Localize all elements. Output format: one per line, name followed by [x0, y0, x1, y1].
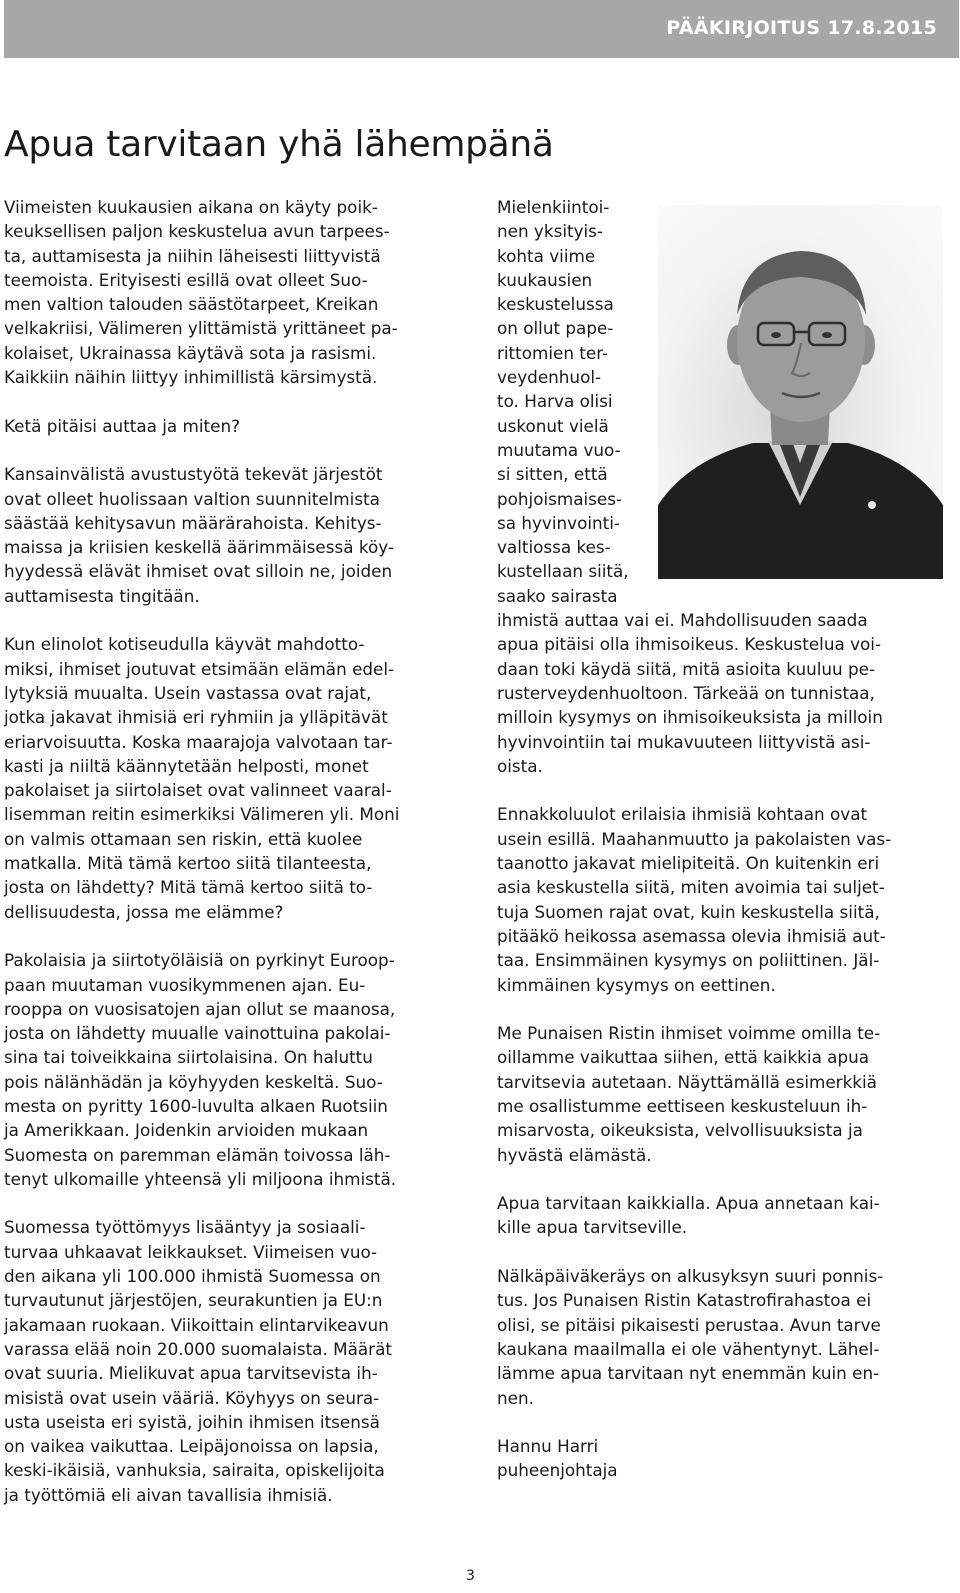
paragraph-paperless-healthcare: Mielenkiintoi- nen yksityis- kohta viime kuukausien keskustelussa on ollut pape- rittomien ter- veydenhuol- to. Harva olisi uskonut vielä muutama vuo- si sitten, että pohjoismaises- sa hyvinvointi- valtiossa kes- kustellaan siitä, saako sairasta ihmistä auttaa vai ei. Mahdollisuuden saada apua pitäisi olla ihmisoikeus. Keskustelua voi- daan toki käydä siitä, mitä asioita kuuluu pe- rusterveydenhuoltoon. Tärkeää on tunnistaa, milloin kysymys on ihmisoikeuksista ja milloin hyvinvointiin tai mukavuuteen liittyvistä asi- oista. [497, 197, 883, 776]
paragraph-hunger-day: Nälkäpäiväkeräys on alkusyksyn suuri ponnis- tus. Jos Punaisen Ristin Katastrofirahastoa ei olisi, se pitäisi pikaisesti perustaa. Avun tarve kaukana maailmalla ei ole vähentynyt. Lähel- lämme apua tarvitaan nyt enemmän kuin en- nen. [497, 1266, 884, 1408]
header-section-date: PÄÄKIRJOITUS 17.8.2015 [666, 17, 937, 39]
page-number: 3 [466, 1568, 475, 1584]
paragraph-unemployment: Suomessa työttömyys lisääntyy ja sosiaali- turvaa uhkaavat leikkaukset. Viimeisen vuo- den aikana yli 100.000 ihmistä Suomessa on turvautunut järjestöjen, seurakuntien ja EU:n jakamaan ruokaan. Viikoittain elintarvikeavun varassa elää noin 20.000 suomalaista. Määrät ovat suuria. Mielikuvat apua tarvitsevista ih- misistä ovat usein vääriä. Köyhyys on seura- usta useista eri syistä, joihin ihmisen itsensä on vaikea vaikuttaa. Leipäjonoissa on lapsia, keski-ikäisiä, vanhuksia, sairaita, opiskelijoita ja työttömiä eli aivan tavallisia ihmisiä. [4, 1217, 392, 1505]
paragraph-development-aid: Kansainvälistä avustustyötä tekevät järjestöt ovat olleet huolissaan valtion suunnitelmista säästää kehitysavun määrärahoista. Kehitys- maissa ja kriisien keskellä äärimmäisessä köy- hyydessä elävät ihmiset ovat silloin ne, joiden auttamisesta tingitään. [4, 464, 394, 606]
paragraph-living-conditions: Kun elinolot kotiseudulla käyvät mahdotto- miksi, ihmiset joutuvat etsimään elämän edel- lytyksiä muualta. Usein vastassa ovat rajat, jotka jakavat ihmisiä eri ryhmiin ja ylläpitävät eriarvoisuutta. Koska maarajoja valvotaan tar- kasti ja niiltä käännytetään helposti, monet pakolaiset ja siirtolaiset ovat valinneet vaaral- lisemman reitin esimerkiksi Välimeren yli. Moni on valmis ottamaan sen riskin, että kuolee matkalla. Mitä tämä kertoo siitä tilanteesta, josta on lähdetty? Mitä tämä kertoo siitä to- dellisuudesta, jossa me elämme? [4, 634, 400, 922]
paragraph-help-everywhere: Apua tarvitaan kaikkialla. Apua annetaan kai- kille apua tarvitseville. [497, 1193, 880, 1238]
paragraph-prejudice: Ennakkoluulot erilaisia ihmisiä kohtaan ovat usein esillä. Maahanmuutto ja pakolaisten vas- taanotto jakavat mielipiteitä. On kuitenkin eri asia keskustella siitä, miten avoimia tai suljet- tuja Suomen rajat ovat, kuin keskustella siitä, pitääkö heikossa asemassa olevia ihmisiä aut- taa. Ensimmäinen kysymys on poliittinen. Jäl- kimmäinen kysymys on eettinen. [497, 804, 892, 995]
paragraph-intro: Viimeisten kuukausien aikana on käyty poik- keuksellisen paljon keskustelua avun tarpees- ta, auttamisesta ja niihin läheisesti liittyvistä teemoista. Erityisesti esillä ovat olleet Suo- men valtion talouden säästötarpeet, Kreikan velkakriisi, Välimeren ylittämistä yrittäneet pa- kolaiset, Ukrainassa käytävä sota ja rasismi. Kaikkiin näihin liittyy inhimillistä kärsimystä. [4, 197, 398, 388]
article-title: Apua tarvitaan yhä lähempänä [4, 124, 554, 165]
author-signature: Hannu Harri puheenjohtaja [497, 1436, 618, 1481]
paragraph-question: Ketä pitäisi auttaa ja miten? [4, 415, 240, 436]
header-bar [4, 0, 959, 58]
paragraph-emigration-history: Pakolaisia ja siirtotyöläisiä on pyrkinyt Euroop- paan muutaman vuosikymmenen ajan. Eu- rooppa on vuosisatojen ajan ollut se maanosa, josta on lähdetty muualle vainottuina pakolai- sina tai toiveikkaina siirtolaisina. On haluttu pois nälänhädän ja köyhyyden keskeltä. Suo- mesta on pyritty 1600-luvulta alkaen Ruotsiin ja Amerikkaan. Joidenkin arvioiden mukaan Suomesta on paremman elämän toivossa läh- tenyt ulkomaille yhteensä yli miljoona ihmistä. [4, 950, 397, 1189]
right-column [497, 195, 943, 1507]
paragraph-red-cross: Me Punaisen Ristin ihmiset voimme omilla te- oillamme vaikuttaa siihen, että kaikkia apua tarvitsevia autetaan. Näyttämällä esimerkkiä me osallistumme eettiseen keskusteluun ih- misarvosta, oikeuksista, velvollisuuksista ja hyvästä elämästä. [497, 1023, 881, 1165]
author-portrait [658, 205, 943, 579]
portrait-illustration [658, 205, 943, 579]
left-column [4, 195, 466, 1531]
